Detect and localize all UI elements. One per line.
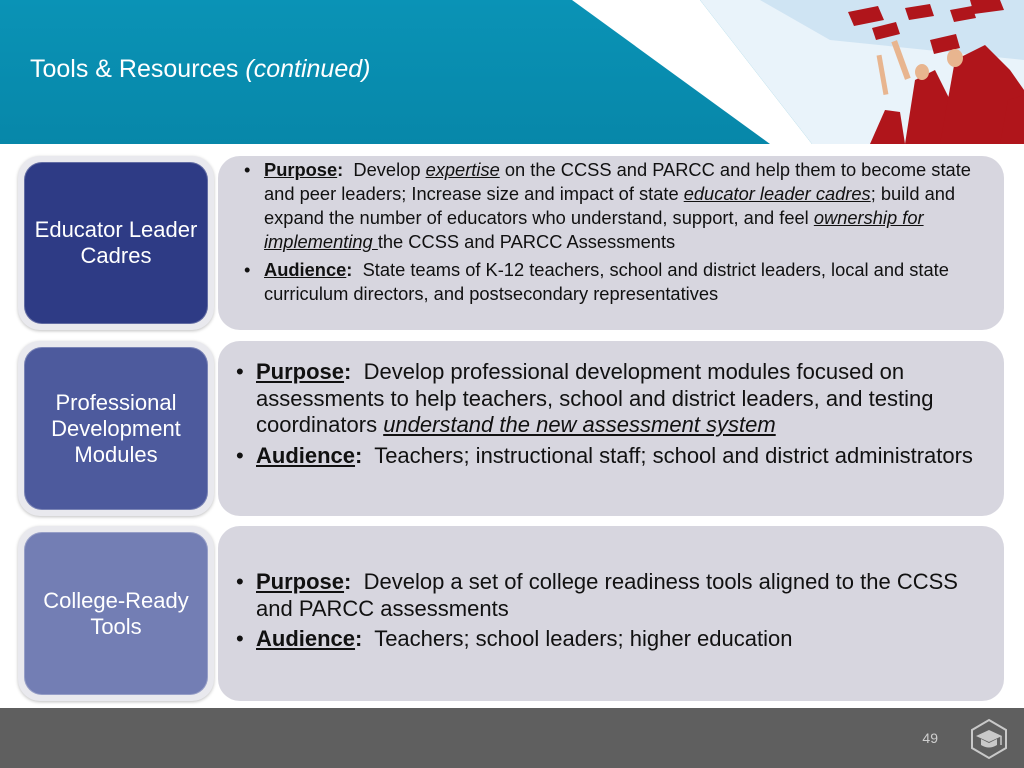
audience-heading: Audience [256, 442, 356, 468]
purpose-heading: Purpose [264, 159, 338, 180]
purpose-heading: Purpose [256, 359, 345, 384]
audience-heading: Audience [256, 626, 356, 651]
slide-title: Tools & Resources (continued) [30, 55, 371, 83]
row-label-box [18, 156, 214, 330]
slide-title-suffix: (continued) [245, 55, 371, 83]
row-educator-leader-cadres [18, 156, 1004, 330]
page-number: 49 [922, 730, 938, 746]
row-professional-development-modules [18, 341, 1004, 516]
purpose-heading: Purpose [256, 569, 345, 594]
graduation-cap-logo-icon [968, 718, 1010, 760]
row-label-box [18, 341, 214, 516]
row-label: Professional Development Modules [24, 347, 208, 510]
slide-footer [0, 708, 1024, 768]
row-content [236, 569, 982, 701]
purpose-item: • Purpose: Develop professional development modules focused on assessments to help teachers, school and district leaders, and testing coordinators understand the new assessment system [236, 359, 934, 437]
row-label: College-Ready Tools [24, 532, 208, 695]
row-college-ready-tools [18, 526, 1004, 701]
row-label: Educator Leader Cadres [24, 162, 208, 324]
audience-heading: Audience [264, 259, 347, 280]
audience-item: • Audience: Teachers; school leaders; higher education [236, 626, 793, 651]
purpose-item: • Purpose: Develop a set of college readiness tools aligned to the CCSS and PARCC assessments [236, 569, 958, 621]
slide-header [0, 0, 1024, 144]
audience-item: • Audience: Teachers; instructional staff; school and district administrators [236, 442, 973, 468]
audience-item: • Audience: State teams of K-12 teachers, school and district leaders, local and state curriculum directors, and postsecondary representatives [244, 259, 949, 304]
row-content [236, 359, 982, 516]
row-label-box [18, 526, 214, 701]
purpose-item: • Purpose: Develop expertise on the CCSS and PARCC and help them to become state and peer leaders; Increase size and impact of state educator leader cadres; build and expand the number of educators who understand, support, and feel ownership for implementing the CCSS and PARCC Assessments [244, 159, 971, 252]
row-content [236, 158, 982, 330]
